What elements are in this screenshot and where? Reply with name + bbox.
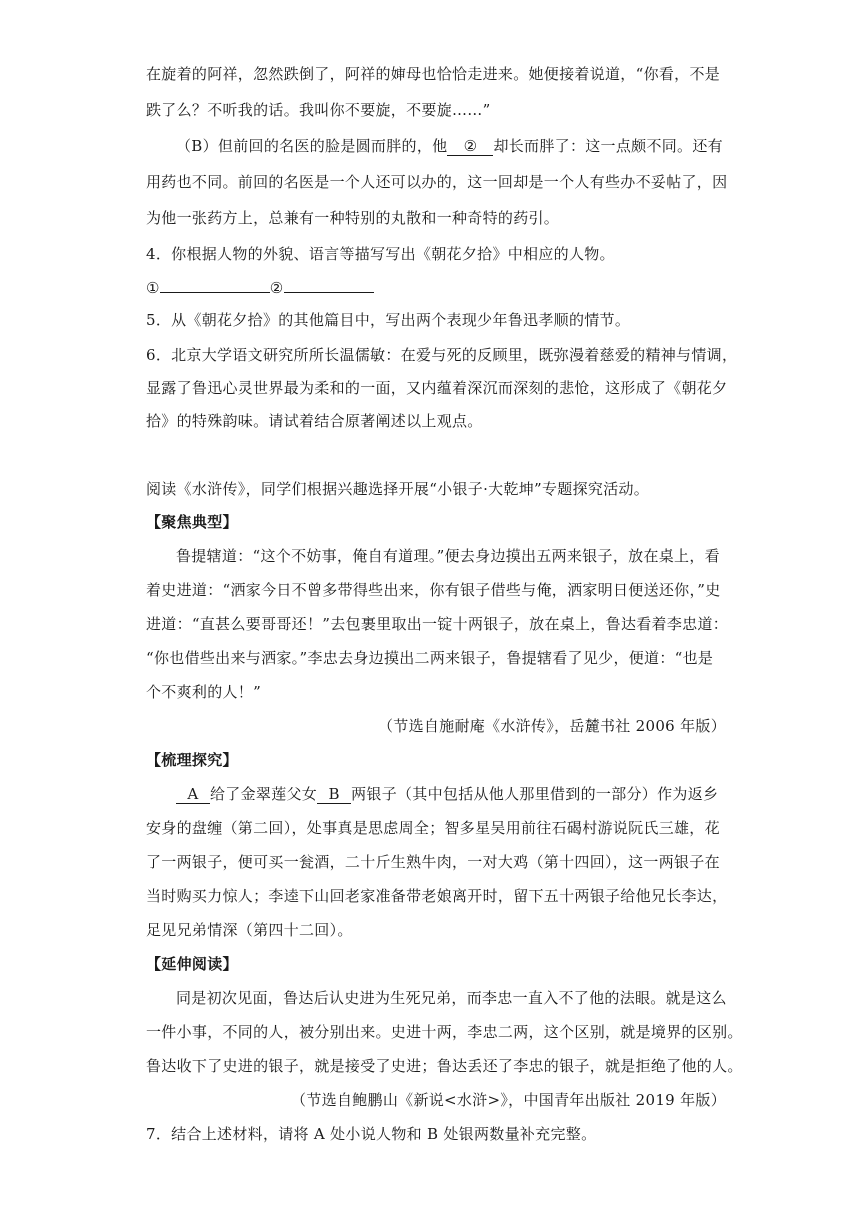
exploration-line: 足见兄弟情深（第四十二回）。 [146,921,353,939]
extended-reading-line: 鲁达收下了史进的银子，就是接受了史进；鲁达丢还了李忠的银子，就是拒绝了他的人。 [146,1057,743,1075]
question-7: 7．结合上述材料，请将 A 处小说人物和 B 处银两数量补充完整。 [146,1125,597,1143]
fill-blank-2[interactable]: ② [447,138,493,156]
excerpt-line: 鲁提辖道：“这个不妨事，俺自有道理。”便去身边摸出五两来银子，放在桌上，看 [176,547,720,565]
extended-reading-source: （节选自鲍鹏山《新说<水浒>》，中国青年出版社 2019 年版） [291,1091,726,1109]
excerpt-line: “你也借些出来与洒家。”李忠去身边摸出二两来银子，鲁提辖看了见少，便道：“也是 [146,649,714,667]
section-intro: 阅读《水浒传》，同学们根据兴趣选择开展“小银子·大乾坤”专题探究活动。 [146,480,650,498]
exploration-line [176,784,726,804]
excerpt-source: （节选自施耐庵《水浒传》，岳麓书社 2006 年版） [377,717,726,735]
exploration-mid: 给了金翠莲父女 [210,785,318,803]
question-6-line: 拾》的特殊韵味。请试着结合原著阐述以上观点。 [146,412,483,430]
passage-line: 用药也不同。前回的名医是一个人还可以办的，这一回却是一个人有些办不妥帖了，因 [146,173,728,191]
exploration-line: 了一两银子，便可买一瓮酒，二十斤生熟牛肉，一对大鸡（第十四回），这一两银子在 [146,853,720,871]
passage-line: 在旋着的阿祥，忽然跌倒了，阿祥的婶母也恰恰走进来。她便接着说道，“你看，不是 [146,65,721,83]
passage-b-prefix: （B）但前回的名医的脸是圆而胖的，他 [176,137,448,155]
exploration-line: 安身的盘缠（第二回），处事真是思虑周全；智多星吴用前往石碣村游说阮氏三雄，花 [146,819,720,837]
exploration-suffix: 两银子（其中包括从他人那里借到的一部分）作为返乡 [351,785,719,803]
extended-reading-line: 同是初次见面，鲁达后认史进为生死兄弟，而李忠一直入不了他的法眼。就是这么 [176,989,727,1007]
fill-blank-b[interactable]: B [317,786,351,804]
answer-marker-2: ② [269,279,284,297]
excerpt-line: 进道：“直甚么要哥哥还！”去包裹里取出一锭十两银子，放在桌上，鲁达看着李忠道： [146,615,729,633]
answer-blank-1[interactable] [160,292,270,293]
exploration-line: 当时购买力惊人；李逵下山回老家准备带老娘离开时，留下五十两银子给他兄长李达， [146,887,728,905]
passage-line: 为他一张药方上，总兼有一种特别的丸散和一种奇特的药引。 [146,209,560,227]
question-6-line: 显露了鲁迅心灵世界最为柔和的一面，又内蕴着深沉而深刻的悲怆，这形成了《朝花夕 [146,379,728,397]
answer-marker-1: ① [146,279,160,297]
answer-blank-2[interactable] [284,292,374,293]
question-5: 5．从《朝花夕拾》的其他篇目中，写出两个表现少年鲁迅孝顺的情节。 [146,311,631,329]
excerpt-line: 个不爽利的人！” [146,683,262,701]
section-heading: 【聚焦典型】 [146,513,238,531]
question-4: 4．你根据人物的外貌、语言等描写写出《朝花夕拾》中相应的人物。 [146,245,615,263]
passage-b-suffix: 却长而胖了：这一点颇不同。还有 [493,137,723,155]
passage-b-line [176,136,726,156]
section-heading: 【延伸阅读】 [146,955,238,973]
extended-reading-line: 一件小事，不同的人，被分别出来。史进十两，李忠二两，这个区别，就是境界的区别。 [146,1023,743,1041]
excerpt-line: 着史进道：“洒家今日不曾多带得些出来，你有银子借些与俺，洒家明日便送还你，”史 [146,581,721,599]
passage-line: 跌了么？不听我的话。我叫你不要旋，不要旋……” [146,101,491,119]
section-heading: 【梳理探究】 [146,751,238,769]
question-4-answers [146,278,726,298]
fill-blank-a[interactable]: A [176,786,210,804]
question-6-line: 6．北京大学语文研究所所长温儒敏：在爱与死的反顾里，既弥漫着慈爱的精神与情调， [146,346,738,364]
